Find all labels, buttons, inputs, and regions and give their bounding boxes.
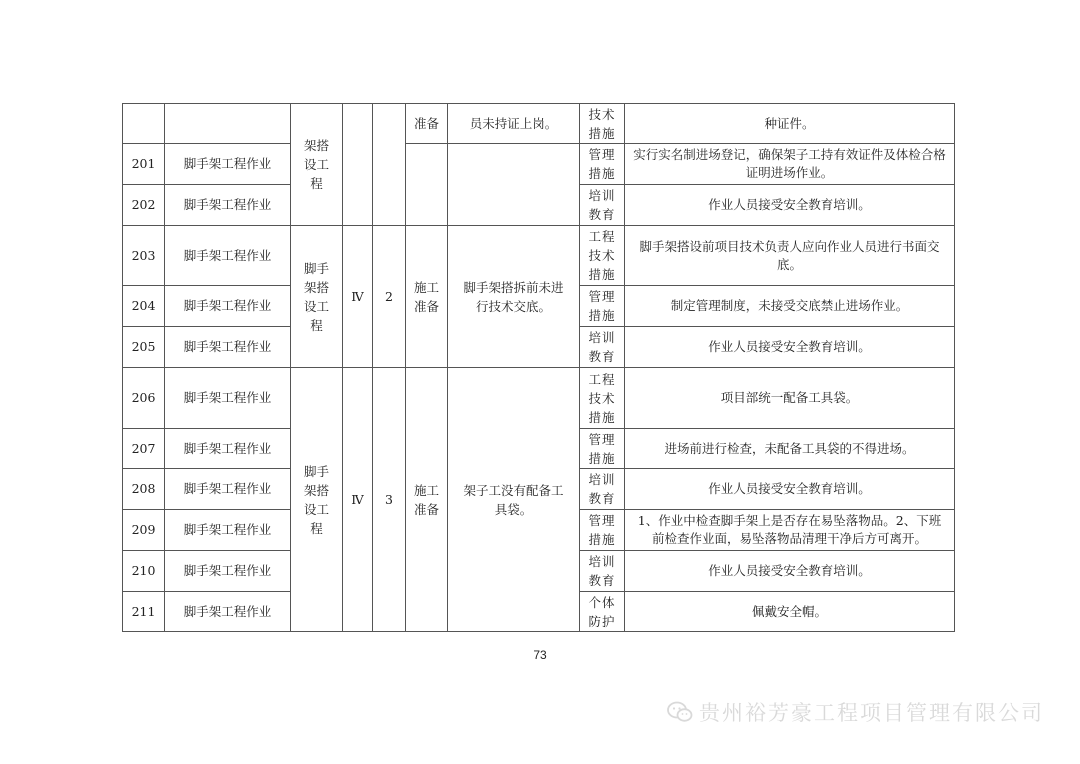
measure-type-cell: 管理措施 [580,510,625,551]
phase-cell: 施工准备 [406,226,448,368]
hazard-cell: 架子工没有配备工具袋。 [448,368,580,632]
measure-type-cell: 管理措施 [580,286,625,327]
measure-content-cell: 作业人员接受安全教育培训。 [625,185,955,226]
activity-cell: 脚手架工程作业 [165,592,291,632]
measure-content-cell: 作业人员接受安全教育培训。 [625,469,955,510]
category-cell: 架搭设工程 [291,104,343,226]
measure-content-cell: 种证件。 [625,104,955,144]
measure-type-cell: 培训教育 [580,185,625,226]
measure-type-cell: 工程技术措施 [580,226,625,286]
hazard-cell: 脚手架搭拆前未进行技术交底。 [448,226,580,368]
measure-content-cell: 1、作业中检查脚手架上是否存在易坠落物品。2、下班前检查作业面，易坠落物品清理干净后方可离开。 [625,510,955,551]
activity-cell: 脚手架工程作业 [165,185,291,226]
measure-content-cell: 作业人员接受安全教育培训。 [625,551,955,592]
measure-content-cell: 实行实名制进场登记，确保架子工持有效证件及体检合格证明进场作业。 [625,144,955,185]
watermark-text: 贵州裕芳豪工程项目管理有限公司 [699,701,1044,725]
hazard-cell: 员未持证上岗。 [448,104,580,144]
activity-cell [165,104,291,144]
level-cell [343,104,373,226]
measure-type-cell: 技术措施 [580,104,625,144]
row-number-cell: 205 [123,327,165,368]
measure-type-cell: 管理措施 [580,144,625,185]
measure-type-cell: 工程技术措施 [580,368,625,429]
measure-type-cell: 管理措施 [580,429,625,469]
level-cell: Ⅳ [343,226,373,368]
activity-cell: 脚手架工程作业 [165,510,291,551]
hazard-cell [448,144,580,226]
phase-cell: 施工准备 [406,368,448,632]
table-row [123,368,955,429]
row-number-cell: 210 [123,551,165,592]
row-number-cell: 208 [123,469,165,510]
index-cell: 2 [373,226,406,368]
measure-type-cell: 培训教育 [580,327,625,368]
row-number-cell: 206 [123,368,165,429]
measure-type-cell: 培训教育 [580,551,625,592]
row-number-cell: 202 [123,185,165,226]
row-number-cell: 204 [123,286,165,327]
risk-control-table [122,103,955,632]
table-row [123,226,955,286]
activity-cell: 脚手架工程作业 [165,551,291,592]
activity-cell: 脚手架工程作业 [165,144,291,185]
measure-content-cell: 作业人员接受安全教育培训。 [625,327,955,368]
activity-cell: 脚手架工程作业 [165,286,291,327]
wechat-icon [667,701,693,723]
measure-content-cell: 脚手架搭设前项目技术负责人应向作业人员进行书面交底。 [625,226,955,286]
category-cell: 脚手架搭设工程 [291,226,343,368]
phase-cell [406,144,448,226]
row-number-cell [123,104,165,144]
measure-content-cell: 制定管理制度，未接受交底禁止进场作业。 [625,286,955,327]
page-number: 73 [533,648,547,662]
measure-type-cell: 个体防护 [580,592,625,632]
row-number-cell: 211 [123,592,165,632]
measure-type-cell: 培训教育 [580,469,625,510]
table-row [123,144,955,185]
row-number-cell: 209 [123,510,165,551]
activity-cell: 脚手架工程作业 [165,429,291,469]
measure-content-cell: 进场前进行检查，未配备工具袋的不得进场。 [625,429,955,469]
index-cell [373,104,406,226]
row-number-cell: 207 [123,429,165,469]
index-cell: 3 [373,368,406,632]
activity-cell: 脚手架工程作业 [165,327,291,368]
category-cell: 脚手架搭设工程 [291,368,343,632]
measure-content-cell: 佩戴安全帽。 [625,592,955,632]
watermark [667,697,1044,727]
activity-cell: 脚手架工程作业 [165,368,291,429]
phase-cell: 准备 [406,104,448,144]
activity-cell: 脚手架工程作业 [165,226,291,286]
row-number-cell: 201 [123,144,165,185]
activity-cell: 脚手架工程作业 [165,469,291,510]
row-number-cell: 203 [123,226,165,286]
table-row [123,104,955,144]
measure-content-cell: 项目部统一配备工具袋。 [625,368,955,429]
level-cell: Ⅳ [343,368,373,632]
